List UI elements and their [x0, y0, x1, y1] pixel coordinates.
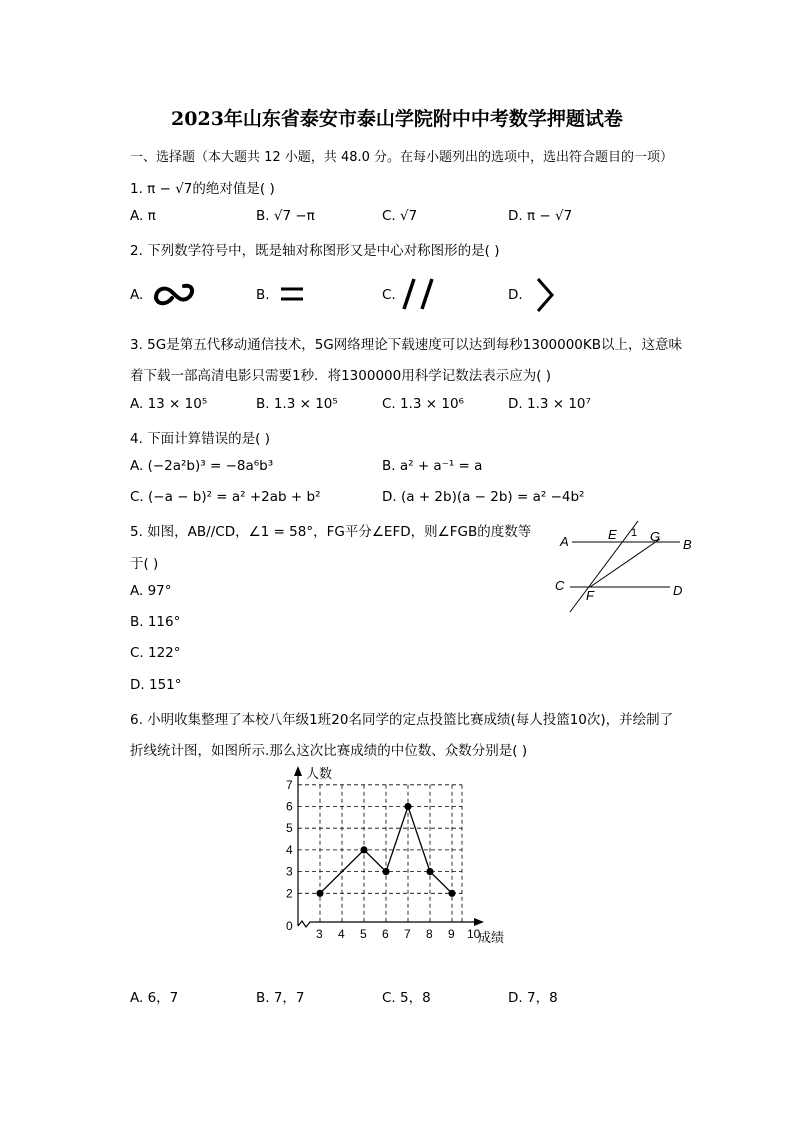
question-5-option-b: B. 116° [130, 614, 181, 630]
equals-symbol-icon [278, 280, 308, 308]
segment-fg [590, 539, 660, 587]
y-axis-arrow [294, 766, 302, 776]
question-5-option-c: C. 122° [130, 645, 181, 661]
y-tick-label: 2 [286, 886, 293, 901]
question-2-stem: 2. 下列数学符号中，既是轴对称图形又是中心对称图形的是( ) [130, 243, 500, 259]
question-6-option-b: B. 7，7 [256, 990, 305, 1006]
label-f: F [586, 588, 594, 603]
label-d: D [673, 583, 683, 598]
question-1-stem: 1. π − √7的绝对值是( ) [130, 181, 275, 197]
data-point [360, 846, 367, 853]
y-tick-label: 0 [286, 919, 293, 933]
label-b: B [683, 537, 692, 552]
y-axis-label: 人数 [306, 766, 333, 781]
question-1-option-b: B. √7 −π [256, 208, 315, 224]
question-1-option-c: C. √7 [382, 208, 418, 224]
infinity-symbol-icon [150, 276, 200, 312]
y-tick-label: 7 [286, 777, 293, 792]
question-3-option-c: C. 1.3 × 10⁶ [382, 396, 464, 412]
question-2-label-c: C. [382, 287, 396, 303]
y-tick-label: 3 [286, 864, 293, 879]
question-5-line-1: 5. 如图，AB//CD，∠1 = 58°，FG平分∠EFD，则∠FGB的度数等 [130, 524, 532, 540]
question-6-option-a: A. 6，7 [130, 990, 179, 1006]
question-3-option-a: A. 13 × 10⁵ [130, 396, 208, 412]
question-4-option-d: D. (a + 2b)(a − 2b) = a² −4b² [382, 489, 585, 505]
geometry-figure [550, 515, 710, 620]
y-tick-label: 4 [286, 842, 293, 857]
x-tick-label: 9 [448, 927, 455, 941]
data-point [426, 868, 433, 875]
question-5-line-2: 于( ) [130, 556, 159, 572]
question-6-option-c: C. 5，8 [382, 990, 431, 1006]
parallel-symbol-icon [400, 276, 440, 312]
question-2-label-d: D. [508, 287, 523, 303]
label-c: C [555, 578, 565, 593]
data-point [404, 803, 411, 810]
label-g: G [650, 529, 661, 544]
question-3-line-1: 3. 5G是第五代移动通信技术，5G网络理论下载速度可以达到每秒1300000KB以上，这意味 [130, 337, 683, 353]
line-chart [280, 762, 520, 952]
chart-axes [294, 766, 484, 927]
data-point [448, 890, 455, 897]
question-4-stem: 4. 下面计算错误的是( ) [130, 431, 270, 447]
question-2-label-a: A. [130, 287, 144, 303]
question-4-option-b: B. a² + a⁻¹ = a [382, 458, 483, 474]
y-tick-label: 5 [286, 821, 293, 836]
greater-than-symbol-icon [530, 276, 560, 314]
x-axis-label: 成绩 [478, 930, 505, 945]
x-tick-label: 4 [338, 927, 345, 941]
x-tick-label: 6 [382, 927, 389, 941]
question-2-label-b: B. [256, 287, 270, 303]
question-6-line-1: 6. 小明收集整理了本校八年级1班20名同学的定点投篮比赛成绩(每人投篮10次)，并绘制了 [130, 712, 674, 728]
x-tick-label: 7 [404, 927, 411, 941]
label-angle-1: 1 [631, 527, 638, 539]
label-e: E [608, 527, 617, 542]
data-point [382, 868, 389, 875]
question-1-option-a: A. π [130, 208, 156, 224]
question-4-option-c: C. (−a − b)² = a² +2ab + b² [130, 489, 321, 505]
transversal-ef [570, 521, 638, 612]
y-tick-label: 6 [286, 799, 293, 814]
x-tick-label: 3 [316, 927, 323, 941]
question-3-option-d: D. 1.3 × 10⁷ [508, 396, 591, 412]
x-tick-label: 10 [467, 927, 481, 941]
chart-ticks [286, 778, 481, 941]
question-5-option-d: D. 151° [130, 677, 182, 693]
question-6-line-2: 折线统计图，如图所示.那么这次比赛成绩的中位数、众数分别是( ) [130, 743, 528, 759]
question-6-option-d: D. 7，8 [508, 990, 558, 1006]
question-5-option-a: A. 97° [130, 583, 172, 599]
question-3-line-2: 着下载一部高清电影只需要1秒．将1300000用科学记数法表示应为( ) [130, 368, 552, 384]
x-tick-label: 8 [426, 927, 433, 941]
question-3-option-b: B. 1.3 × 10⁵ [256, 396, 338, 412]
question-4-option-a: A. (−2a²b)³ = −8a⁶b³ [130, 458, 274, 474]
label-a: A [560, 534, 569, 549]
chart-grid [298, 785, 462, 922]
question-1-option-d: D. π − √7 [508, 208, 573, 224]
section-heading: 一、选择题（本大题共 12 小题，共 48.0 分。在每小题列出的选项中，选出符合题目的一项） [130, 150, 674, 165]
data-point [316, 890, 323, 897]
page-title: 2023年山东省泰安市泰山学院附中中考数学押题试卷 [171, 108, 623, 130]
x-tick-label: 5 [360, 927, 367, 941]
x-axis-arrow [474, 918, 484, 926]
